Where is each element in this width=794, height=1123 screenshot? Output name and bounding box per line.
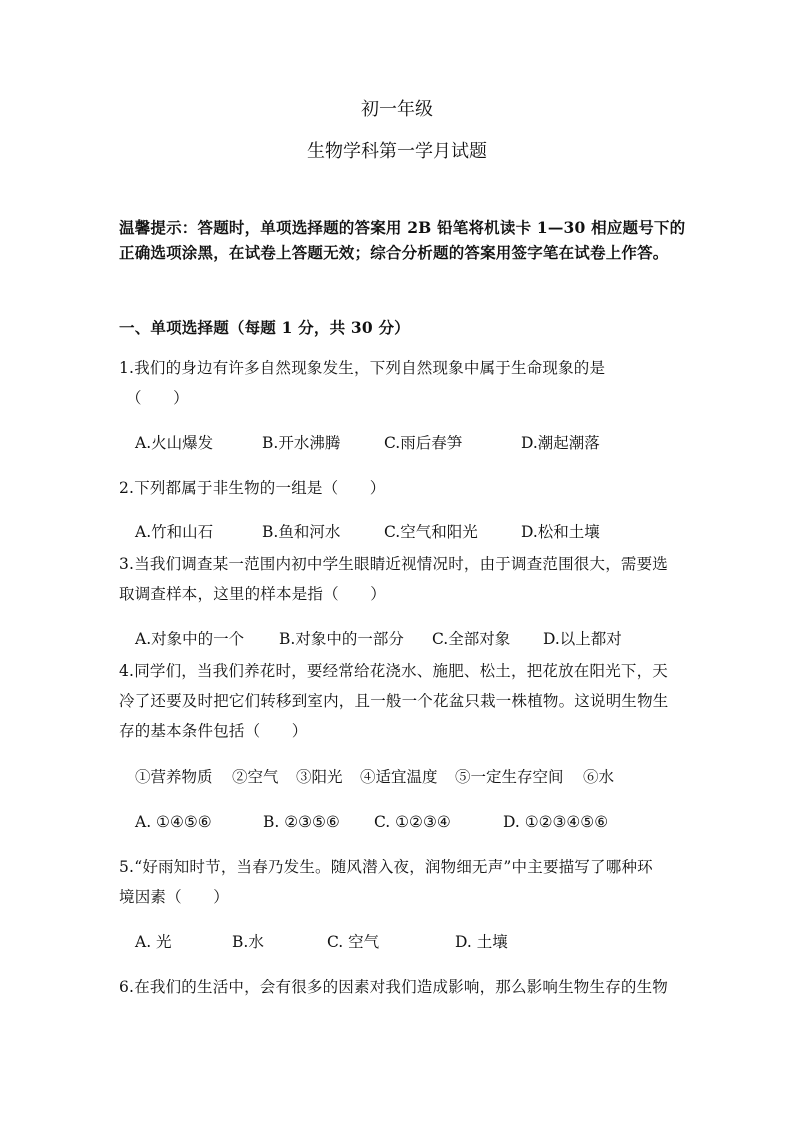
question-3-option-b: B.对象中的一部分 bbox=[279, 630, 404, 648]
question-4-item-1: ①营养物质 bbox=[135, 768, 213, 786]
question-3-option-c: C.全部对象 bbox=[432, 630, 511, 648]
section-heading: 一、单项选择题（每题 1 分，共 30 分） bbox=[119, 318, 410, 337]
question-5-option-d: D. 土壤 bbox=[455, 933, 508, 951]
question-3-option-d: D.以上都对 bbox=[543, 630, 622, 648]
question-5-option-a: A. 光 bbox=[135, 933, 172, 951]
question-1-option-c: C.雨后春笋 bbox=[384, 434, 463, 452]
notice-line-1: 温馨提示：答题时，单项选择题的答案用 2B 铅笔将机读卡 1—30 相应题号下的 bbox=[119, 218, 686, 237]
notice-line-2: 正确选项涂黑，在试卷上答题无效；综合分析题的答案用签字笔在试卷上作答。 bbox=[119, 243, 669, 262]
question-1-option-d: D.潮起潮落 bbox=[521, 434, 600, 452]
question-4-option-d: D. ①②③④⑤⑥ bbox=[503, 813, 609, 831]
question-4-option-b: B. ②③⑤⑥ bbox=[263, 813, 340, 831]
question-4-line-3: 存的基本条件包括（ ） bbox=[119, 722, 308, 740]
question-3-line-1: 3.当我们调查某一范围内初中学生眼睛近视情况时，由于调查范围很大，需要选 bbox=[119, 555, 668, 573]
grade-title: 初一年级 bbox=[361, 99, 433, 120]
question-4-item-6: ⑥水 bbox=[583, 768, 615, 786]
question-2-option-b: B.鱼和河水 bbox=[262, 523, 341, 541]
question-4-item-4: ④适宜温度 bbox=[360, 768, 438, 786]
question-5-line-1: 5.“好雨知时节，当春乃发生。随风潜入夜，润物细无声”中主要描写了哪种环 bbox=[119, 858, 653, 876]
question-4-item-5: ⑤一定生存空间 bbox=[455, 768, 564, 786]
question-5-option-c: C. 空气 bbox=[327, 933, 380, 951]
question-4-item-2: ②空气 bbox=[232, 768, 279, 786]
question-1-option-b: B.开水沸腾 bbox=[262, 434, 341, 452]
question-6-line-1: 6.在我们的生活中，会有很多的因素对我们造成影响，那么影响生物生存的生物 bbox=[119, 978, 668, 996]
question-5-line-2: 境因素（ ） bbox=[119, 888, 229, 906]
question-4-item-3: ③阳光 bbox=[296, 768, 343, 786]
question-2-option-a: A.竹和山石 bbox=[135, 523, 214, 541]
question-3-option-a: A.对象中的一个 bbox=[135, 630, 245, 648]
question-4-option-a: A. ①④⑤⑥ bbox=[135, 813, 212, 831]
question-2-line-1: 2.下列都属于非生物的一组是（ ） bbox=[119, 479, 386, 497]
question-4-option-c: C. ①②③④ bbox=[374, 813, 451, 831]
question-4-line-2: 冷了还要及时把它们转移到室内，且一般一个花盆只栽一株植物。这说明生物生 bbox=[119, 692, 669, 710]
question-1-option-a: A.火山爆发 bbox=[135, 434, 214, 452]
question-1-line-1: 1.我们的身边有许多自然现象发生，下列自然现象中属于生命现象的是 bbox=[119, 359, 606, 377]
exam-title: 生物学科第一学月试题 bbox=[307, 141, 487, 162]
question-3-line-2: 取调查样本，这里的样本是指（ ） bbox=[119, 585, 386, 603]
question-1-line-2: （ ） bbox=[126, 389, 189, 407]
question-2-option-c: C.空气和阳光 bbox=[384, 523, 478, 541]
question-5-option-b: B.水 bbox=[232, 933, 264, 951]
question-2-option-d: D.松和土壤 bbox=[521, 523, 600, 541]
question-4-line-1: 4.同学们，当我们养花时，要经常给花浇水、施肥、松土，把花放在阳光下，天 bbox=[119, 662, 668, 680]
